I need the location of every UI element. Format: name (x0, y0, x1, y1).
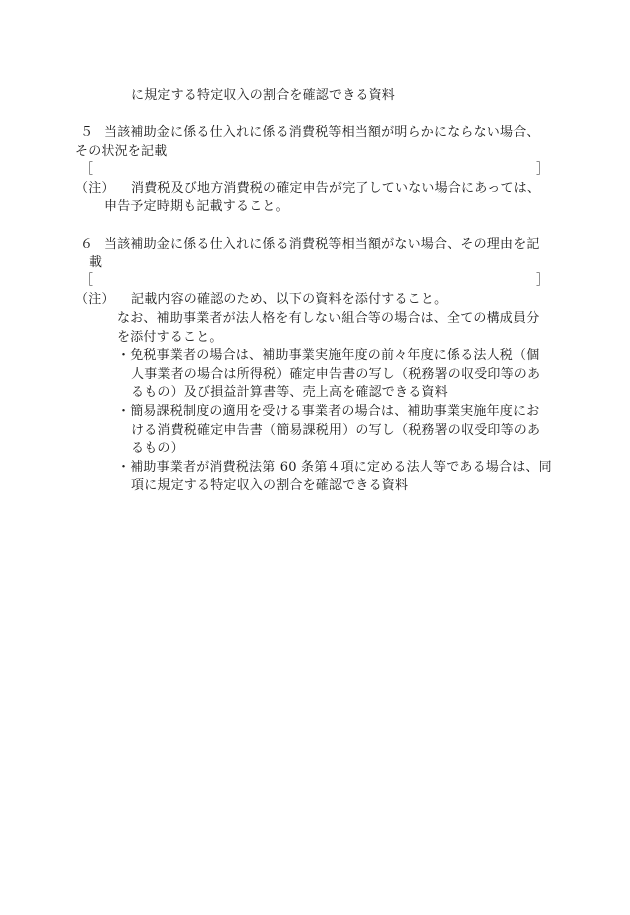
section5-bracket-close: ］ (536, 162, 550, 177)
section6-note-line3: を添付すること。 (117, 330, 223, 345)
bullet-simplified-tax-line2: ける消費税確定申告書（簡易課税用）の写し（税務署の収受印等のあ (131, 423, 541, 438)
top-continuation-text: に規定する特定収入の割合を確認できる資料 (131, 88, 396, 103)
bullet-exempt-line1: ・免税事業者の場合は、補助事業実施年度の前々年度に係る法人税（個 (117, 348, 540, 363)
bullet-simplified-tax-line3: るもの） (131, 441, 184, 456)
section5-note-line2: 申告予定時期も記載すること。 (104, 199, 289, 214)
section5-bracket-open: ［ (80, 162, 94, 177)
section6-bracket-close: ］ (536, 273, 550, 288)
section5-heading-line2: その状況を記載 (75, 144, 168, 159)
section6-heading-line2: 載 (89, 255, 103, 270)
section5-note-label: （注） (75, 181, 115, 196)
section6-number: ６ (80, 237, 94, 252)
bullet-exempt-line2: 人事業者の場合は所得税）確定申告書の写し（税務署の収受印等のあ (131, 367, 541, 382)
bullet-exempt-line3: るもの）及び損益計算書等、売上高を確認できる資料 (131, 385, 448, 400)
section6-heading-line1: 当該補助金に係る仕入れに係る消費税等相当額がない場合、その理由を記 (104, 237, 540, 252)
bullet-article60-line2: 項に規定する特定収入の割合を確認できる資料 (131, 478, 409, 493)
section5-heading-line1: 当該補助金に係る仕入れに係る消費税等相当額が明らかにならない場合、 (104, 125, 540, 140)
section6-note-label: （注） (75, 292, 115, 307)
section5-number: ５ (80, 125, 94, 140)
section5-note-line1: 消費税及び地方消費税の確定申告が完了していない場合にあっては、 (131, 181, 541, 196)
bullet-simplified-tax-line1: ・簡易課税制度の適用を受ける事業者の場合は、補助事業実施年度にお (117, 404, 540, 419)
section6-note-line2: なお、補助事業者が法人格を有しない組合等の場合は、全ての構成員分 (117, 311, 540, 326)
section6-bracket-open: ［ (80, 273, 94, 288)
section6-note-line1: 記載内容の確認のため、以下の資料を添付すること。 (131, 292, 448, 307)
bullet-article60-line1: ・補助事業者が消費税法第 60 条第４項に定める法人等である場合は、同 (117, 460, 552, 475)
